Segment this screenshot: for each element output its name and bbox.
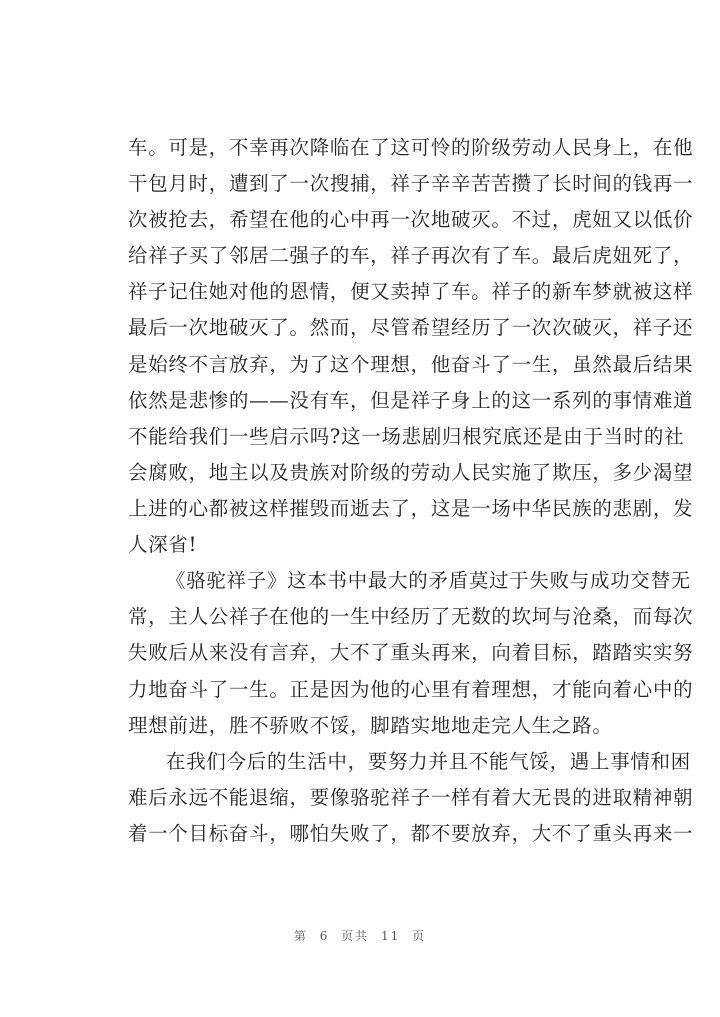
- text-line: 给祥子买了邻居二强子的车，祥子再次有了车。最后虎妞死了，: [128, 244, 694, 267]
- text-line: 车。可是，不幸再次降临在了这可怜的阶级劳动人民身上，在他: [128, 136, 694, 159]
- text-line: 难后永远不能退缩，要像骆驼祥子一样有着大无畏的进取精神朝: [128, 786, 694, 809]
- text-line: 上进的心都被这样摧毁而逝去了，这是一场中华民族的悲剧，发: [128, 497, 694, 520]
- text-line: 理想前进，胜不骄败不馁，脚踏实地地走完人生之路。: [128, 714, 613, 737]
- paragraph-first-line: 在我们今后的生活中，要努力并且不能气馁，遇上事情和困: [166, 750, 691, 773]
- text-line: 会腐败，地主以及贵族对阶级的劳动人民实施了欺压，多少渴望: [128, 461, 694, 484]
- text-line: 人深省!: [128, 533, 198, 556]
- text-line: 依然是悲惨的——没有车，但是祥子身上的这一系列的事情难道: [128, 389, 694, 412]
- text-line: 是始终不言放弃，为了这个理想，他奋斗了一生，虽然最后结果: [128, 353, 694, 376]
- paragraph-first-line: 《骆驼祥子》这本书中最大的矛盾莫过于失败与成功交替无: [166, 569, 691, 592]
- text-line: 常，主人公祥子在他的一生中经历了无数的坎坷与沧桑，而每次: [128, 605, 694, 628]
- text-line: 次被抢去，希望在他的心中再一次地破灭。不过，虎妞又以低价: [128, 208, 694, 231]
- text-line: 力地奋斗了一生。正是因为他的心里有着理想，才能向着心中的: [128, 678, 694, 701]
- text-line: 着一个目标奋斗，哪怕失败了，都不要放弃，大不了重头再来一: [128, 822, 694, 845]
- text-line: 最后一次地破灭了。然而，尽管希望经历了一次次破灭，祥子还: [128, 316, 694, 339]
- text-line: 不能给我们一些启示吗?这一场悲剧归根究底还是由于当时的社: [128, 425, 685, 448]
- page-number-footer: 第 6 页共 11 页: [293, 929, 427, 943]
- text-line: 失败后从来没有言弃，大不了重头再来，向着目标，踏踏实实努: [128, 641, 694, 664]
- text-line: 祥子记住她对他的恩情，便又卖掉了车。祥子的新车梦就被这样: [128, 280, 694, 303]
- text-line: 干包月时，遭到了一次搜捕，祥子辛辛苦苦攒了长时间的钱再一: [128, 172, 694, 195]
